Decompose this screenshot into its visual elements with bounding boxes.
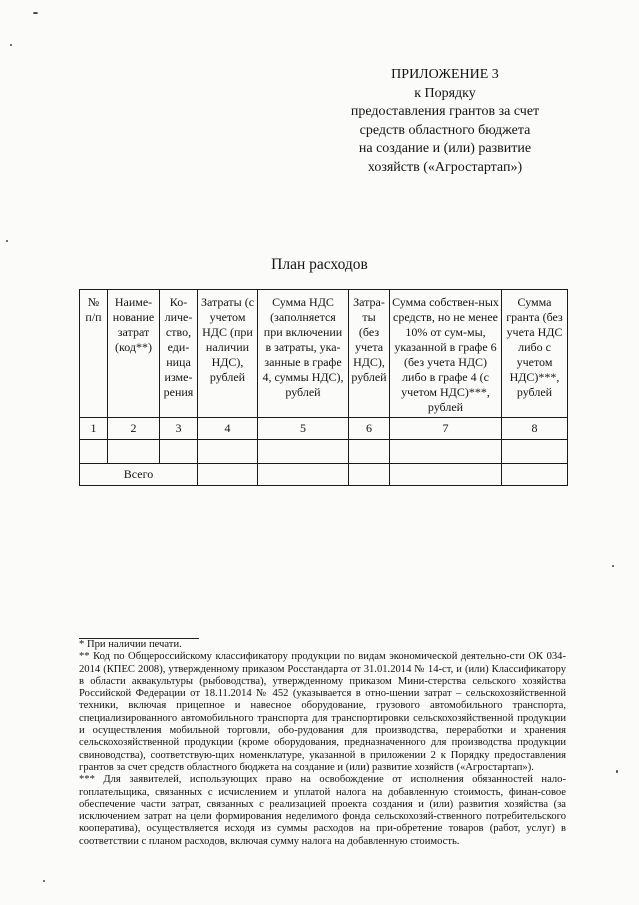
column-number: 3: [160, 418, 198, 440]
table-cell: [349, 440, 390, 464]
header-cell: Наиме-нование затрат (код**): [108, 290, 160, 418]
table-cell: [349, 464, 390, 486]
appendix-line: средств областного бюджета: [359, 122, 531, 138]
table-cell: [198, 440, 258, 464]
footnote-1: * При наличии печати.: [79, 639, 182, 650]
footnote-3: *** Для заявителей, использующих право на освобождение от исполнения обязанностей нало-гоплательщика, связанных с исчислением и уплатой налога на добавленную стоимость, финан-совое обеспечение части затрат, связанных с реализацией проекта создания и (или) развития хозяйства (за исключением затрат на цели формирования неделимого фонда сельскохозяй-ственного потребительского кооператива), осуществляется исходя из суммы расходов на при-обретение товаров (работ, услуг) в соответствии с планом расходов, включая сумму налога на добавленную стоимость.: [79, 774, 566, 847]
total-row: [80, 464, 568, 486]
header-cell: Затра-ты (без учета НДС), рублей: [349, 290, 390, 418]
appendix-line: хозяйств («Агростартап»): [367, 159, 523, 175]
scan-speck: [6, 240, 8, 242]
total-label: Всего: [80, 464, 198, 486]
column-number-row: [80, 418, 568, 440]
appendix-header: [330, 66, 560, 177]
header-cell: Сумма собствен-ных средств, но не менее 10% от сум-мы, указанной в графе 6 (без учета НДС) либо в графе 4 (с учетом НДС)***, рублей: [390, 290, 502, 418]
scan-speck: [33, 12, 38, 14]
expense-plan-table: [79, 289, 568, 486]
table-cell: [198, 464, 258, 486]
scan-speck: [43, 880, 45, 882]
table-cell: [108, 440, 160, 464]
footnote-2: ** Код по Общероссийскому классификатору продукции по видам экономической деятельно-сти ОК 034-2014 (КПЕС 2008), утвержденному приказом Росстандарта от 31.01.2014 № 14-ст, и (или) Классификатору в области аквакультуры (рыбоводства), утвержденному приказом Мини-стерства сельского хозяйства Российской Федерации от 18.11.2014 № 452 (указывается в отно-шении затрат – сельскохозяйственной техники, включая прицепное и навесное оборудование, грузового автомобильного транспорта, специализированного автомобильного транспорта для транспортировки сельскохозяйственной продукции и осуществления мобильной торговли, обо-рудования для производства, переработки и хранения сельскохозяйственной продукции (кроме оборудования, предназначенного для производства продукции свиноводства), соответствую-щих номенклатуре, указанной в приложении 2 к Порядку предоставления грантов за счет средств областного бюджета на создание и (или) развитие хозяйств («Агростартап»).: [79, 651, 566, 773]
table-cell: [160, 440, 198, 464]
table-row: [80, 440, 568, 464]
column-number: 8: [502, 418, 568, 440]
column-number: 6: [349, 418, 390, 440]
table-cell: [80, 440, 108, 464]
header-cell: Ко-личе-ство, еди-ница изме-рения: [160, 290, 198, 418]
table-cell: [502, 464, 568, 486]
scan-speck: [616, 770, 618, 773]
column-number: 4: [198, 418, 258, 440]
column-number: 7: [390, 418, 502, 440]
scan-speck: [612, 565, 614, 567]
footnotes: [79, 639, 566, 848]
scan-speck: [10, 44, 12, 46]
table-header-row: [80, 290, 568, 418]
column-number: 2: [108, 418, 160, 440]
header-cell: № п/п: [80, 290, 108, 418]
table-cell: [502, 440, 568, 464]
table-cell: [258, 464, 349, 486]
table-cell: [258, 440, 349, 464]
header-cell: Сумма гранта (без учета НДС либо с учетом НДС)***, рублей: [502, 290, 568, 418]
column-number: 5: [258, 418, 349, 440]
header-cell: Сумма НДС (заполняется при включении в затраты, ука-занные в графе 4, суммы НДС), рублей: [258, 290, 349, 418]
appendix-line: к Порядку: [414, 85, 476, 101]
table-cell: [390, 464, 502, 486]
header-cell: Затраты (с учетом НДС (при наличии НДС), рублей: [198, 290, 258, 418]
table-cell: [390, 440, 502, 464]
appendix-line: на создание и (или) развитие: [358, 141, 532, 156]
plan-title: План расходов: [271, 256, 368, 273]
column-number: 1: [80, 418, 108, 440]
appendix-line: предоставления грантов за счет: [350, 104, 540, 119]
appendix-line: ПРИЛОЖЕНИЕ 3: [391, 67, 499, 82]
